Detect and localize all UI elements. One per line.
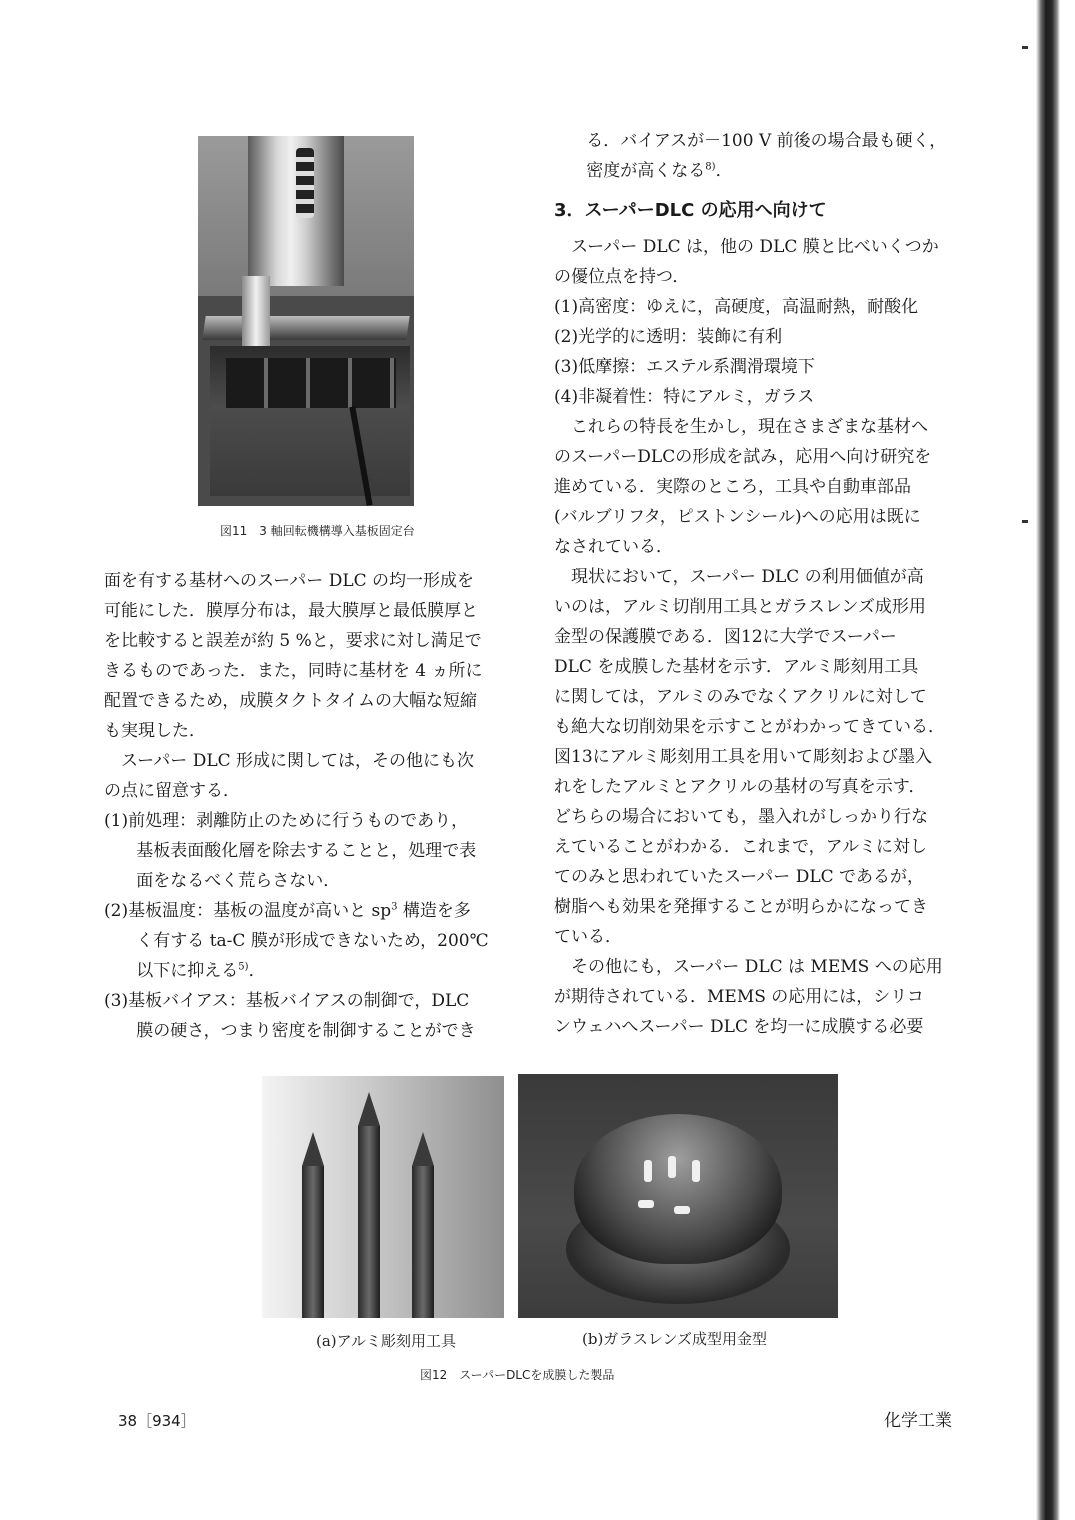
text-line: 面をなるべく荒らさない． — [136, 871, 341, 891]
text-line: ている． — [554, 927, 622, 947]
text-line: その他にも，スーパー DLC は MEMS への応用 — [571, 957, 943, 977]
scan-speck — [1022, 46, 1028, 49]
text-line: てのみと思われていたスーパー DLC であるが， — [554, 867, 925, 887]
text-line: 以下に抑える$^{5)}$． — [136, 961, 266, 981]
list-item-advantage: (1)高密度：ゆえに，高硬度，高温耐熱，耐酸化 — [554, 297, 919, 317]
figure-12-caption: 図12 スーパーDLCを成膜した製品 — [420, 1368, 615, 1382]
scan-speck — [1022, 520, 1028, 523]
text-line: スーパー DLC 形成に関しては，その他にも次 — [121, 751, 475, 771]
right-column — [554, 126, 974, 1042]
left-column — [104, 566, 524, 1046]
journal-name: 化学工業 — [884, 1411, 952, 1431]
text-line: に関しては，アルミのみでなくアクリルに対して — [554, 687, 927, 707]
text-line: 基板表面酸化層を除去することと，処理で表 — [136, 841, 477, 861]
text-line: れをしたアルミとアクリルの基材の写真を示す． — [554, 777, 926, 797]
text-line: スーパー DLC は，他の DLC 膜と比べいくつか — [571, 237, 939, 257]
text-line: きるものであった．また，同時に基材を 4 ヵ所に — [104, 661, 483, 681]
text-line: いのは，アルミ切削用工具とガラスレンズ成形用 — [554, 597, 926, 617]
list-item-substrate-temperature: (2)基板温度：基板の温度が高いと $sp^3$ 構造を多 — [104, 901, 471, 921]
text-line: どちらの場合においても，墨入れがしっかり行な — [554, 807, 928, 827]
text-line: (バルブリフタ，ピストンシール)への応用は既に — [554, 507, 921, 527]
text-line: 密度が高くなる$^{8)}$． — [586, 161, 733, 181]
text-line: の点に留意する． — [104, 781, 240, 801]
figure-12b-lens-mold-photo — [518, 1074, 838, 1318]
figure-12a-engraving-tools-photo — [262, 1076, 504, 1318]
text-line: も実現した． — [104, 721, 206, 741]
list-item-pretreatment: (1)前処理：剥離防止のために行うものであり， — [104, 811, 469, 831]
text-line: 進めている．実際のところ，工具や自動車部品 — [554, 477, 911, 497]
figure-11-caption: 図11 3 軸回転機構導入基板固定台 — [220, 524, 415, 538]
text-line: のスーパーDLCの形成を試み，応用へ向け研究を — [554, 447, 932, 467]
text-line: 配置できるため，成膜タクトタイムの大幅な短縮 — [104, 691, 477, 711]
text-line: 金型の保護膜である．図12に大学でスーパー — [554, 627, 897, 647]
text-line: DLC を成膜した基材を示す．アルミ彫刻用工具 — [554, 657, 919, 677]
text-line: 図13にアルミ彫刻用工具を用いて彫刻および墨入 — [554, 747, 932, 767]
text-line: が期待されている．MEMS の応用には，シリコ — [554, 987, 924, 1007]
text-line: 可能にした．膜厚分布は，最大膜厚と最低膜厚と — [104, 601, 478, 621]
text-line: も絶大な切削効果を示すことがわかってきている． — [554, 717, 945, 737]
text-line: 膜の硬さ，つまり密度を制御することができ — [136, 1021, 476, 1041]
page-number: 38［934］ — [118, 1412, 196, 1430]
text-line: る．バイアスが－100 V 前後の場合最も硬く， — [586, 131, 947, 151]
list-item-advantage: (2)光学的に透明：装飾に有利 — [554, 327, 783, 347]
text-line: 面を有する基材へのスーパー DLC の均一形成を — [104, 571, 475, 591]
text-line: 現状において，スーパー DLC の利用価値が高 — [571, 567, 924, 587]
figure-11-photo — [198, 136, 414, 506]
figure-12b-caption: (b)ガラスレンズ成型用金型 — [582, 1330, 768, 1348]
text-line: なされている． — [554, 537, 673, 557]
figure-12a-caption: (a)アルミ彫刻用工具 — [316, 1332, 457, 1350]
text-line: く有する ta-C 膜が形成できないため，200℃ — [136, 931, 489, 951]
section-heading: 3．スーパーDLC の応用へ向けて — [554, 200, 827, 221]
text-line: えていることがわかる．これまで，アルミに対し — [554, 837, 927, 857]
text-line: これらの特長を生かし，現在さまざまな基材へ — [571, 417, 928, 437]
text-line: 樹脂へも効果を発揮することが明らかになってき — [554, 897, 928, 917]
list-item-substrate-bias: (3)基板バイアス：基板バイアスの制御で，DLC — [104, 991, 470, 1011]
text-line: ンウェハへスーパー DLC を均一に成膜する必要 — [554, 1017, 924, 1037]
text-line: を比較すると誤差が約 5 %と，要求に対し満足で — [104, 631, 482, 651]
page-edge-shadow — [1036, 0, 1060, 1520]
text-line: の優位点を持つ． — [554, 267, 690, 287]
list-item-advantage: (3)低摩擦：エステル系潤滑環境下 — [554, 357, 815, 377]
list-item-advantage: (4)非凝着性：特にアルミ，ガラス — [554, 387, 815, 407]
